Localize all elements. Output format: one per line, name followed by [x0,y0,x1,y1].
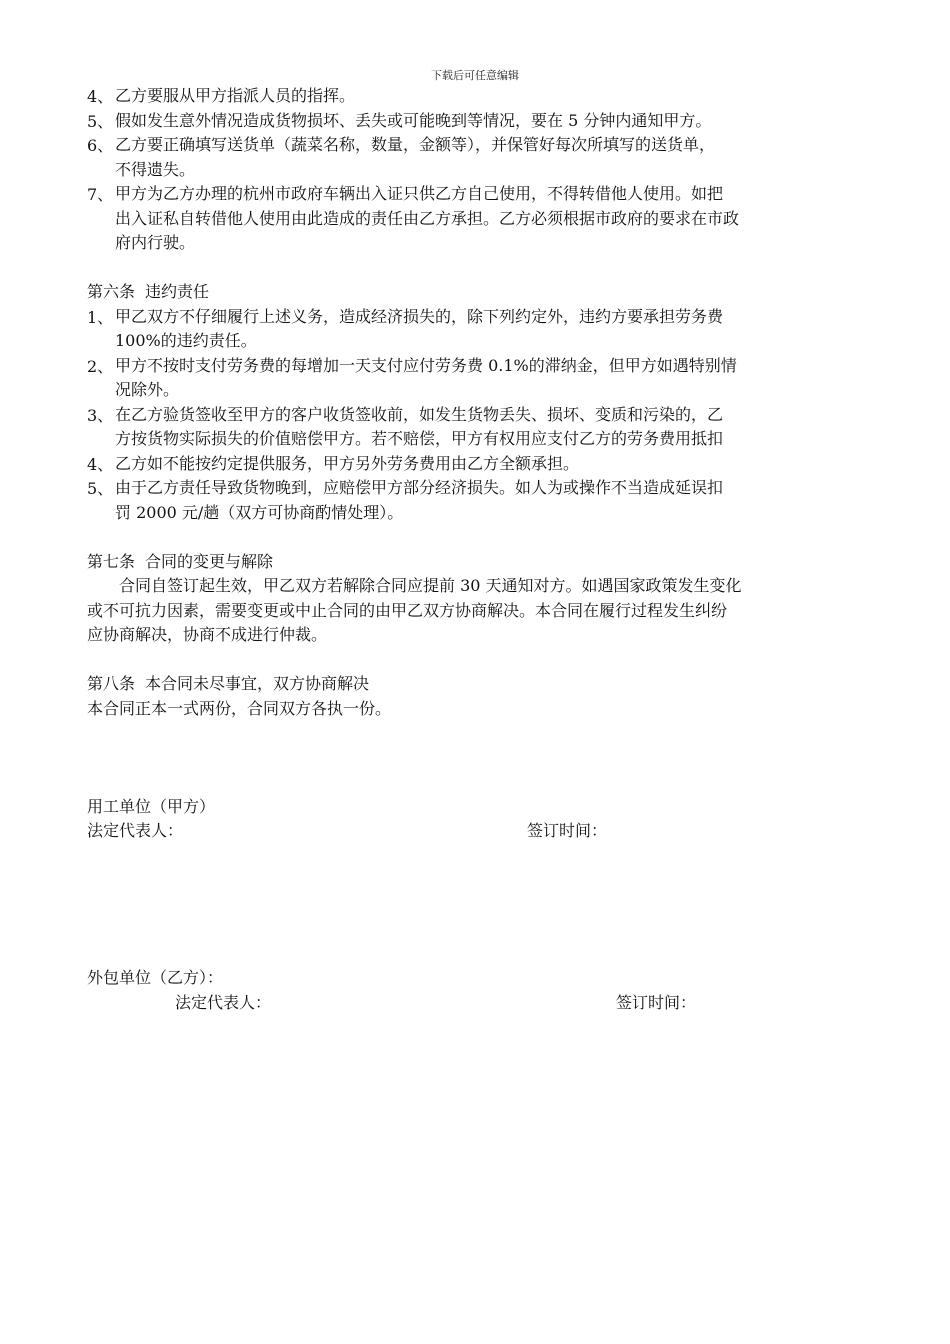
section-heading [87,280,867,305]
spacer [87,256,867,281]
header-note: 下载后可任意编辑 [431,69,519,82]
party-b-rep-label: 法定代表人： [175,992,272,1012]
item-text: 罚 2000 元/趟（双方可协商酌情处理）。 [115,502,404,522]
section-title: 合同的变更与解除 [145,551,274,571]
party-b-sign-row [87,991,867,1016]
spacer [87,942,867,967]
item-number: 7、 [87,185,114,204]
item-text: 甲乙双方不仔细履行上述义务，造成经济损失的，除下列约定外，违约方要承担劳务费 [115,306,724,326]
party-a-rep-label: 法定代表人： [87,821,184,840]
section-heading [87,550,867,575]
spacer [87,721,867,746]
item-number: 1、 [87,307,114,327]
spacer [87,746,867,771]
item-number: 4、 [87,454,114,474]
list-item [87,182,867,256]
item-text: 100%的违约责任。 [115,331,257,350]
list-item [87,452,867,477]
item-text: 况除外。 [115,380,180,399]
item-text: 出入证私自转借他人使用由此造成的责任由乙方承担。乙方必须根据市政府的要求在市政 [115,208,740,228]
item-text: 甲方不按时支付劳务费的每增加一天支付应付劳务费 0.1%的滞纳金，但甲方如遇特别情 [115,355,737,375]
item-text: 乙方如不能按约定提供服务，甲方另外劳务费用由乙方全额承担。 [115,453,580,473]
item-text: 假如发生意外情况造成货物损坏、丢失或可能晚到等情况，要在 5 分钟内通知甲方。 [115,110,712,130]
item-number: 6、 [87,136,114,155]
item-text: 由于乙方责任导致货物晚到，应赔偿甲方部分经济损失。如人为或操作不当造成延误扣 [115,478,724,497]
contract-body [87,84,867,1015]
item-number: 3、 [87,405,114,425]
section-heading [87,672,867,697]
spacer [87,893,867,918]
spacer [87,648,867,673]
item-number: 5、 [87,479,114,498]
item-text: 在乙方验货签收至甲方的客户收货签收前，如发生货物丢失、损坏、变质和污染的，乙 [115,404,724,424]
party-a-sign-row [87,819,867,844]
party-a-unit: 用工单位（甲方） [87,796,216,816]
item-text: 不得遗失。 [115,159,196,179]
item-text: 方按货物实际损失的价值赔偿甲方。若不赔偿，甲方有权用应支付乙方的劳务费用抵扣 [115,429,724,448]
item-text: 乙方要服从甲方指派人员的指挥。 [115,86,356,105]
list-item [87,133,867,182]
item-number: 5、 [87,111,114,131]
paragraph-line: 合同自签订起生效，甲乙双方若解除合同应提前 30 天通知对方。如遇国家政策发生变化 [119,576,742,595]
paragraph-line: 应协商解决，协商不成进行仲裁。 [87,625,328,644]
spacer [87,917,867,942]
item-number: 4、 [87,87,114,106]
list-item [87,354,867,403]
party-a-date-label: 签订时间： [527,821,608,840]
section-title: 违约责任 [145,282,210,301]
paragraph-line: 本合同正本一式两份，合同双方各执一份。 [87,698,392,718]
party-b-unit: 外包单位（乙方）： [87,968,224,987]
list-item [87,403,867,452]
item-text: 府内行驶。 [115,233,196,252]
list-item [87,84,867,109]
list-item [87,305,867,354]
spacer [87,868,867,893]
paragraph-line: 或不可抗力因素，需要变更或中止合同的由甲乙双方协商解决。本合同在履行过程发生纠纷 [87,600,728,620]
spacer [87,770,867,795]
item-text: 乙方要正确填写送货单（蔬菜名称，数量，金额等），并保管好每次所填写的送货单， [115,135,716,154]
spacer [87,525,867,550]
item-number: 2、 [87,356,114,376]
section-label: 第七条 [87,551,136,571]
spacer [87,844,867,869]
party-b-date-label: 签订时间： [616,992,697,1012]
list-item [87,109,867,134]
list-item [87,476,867,525]
section-label: 第六条 [87,282,136,301]
section-title: 本合同未尽事宜，双方协商解决 [145,674,370,693]
item-text: 甲方为乙方办理的杭州市政府车辆出入证只供乙方自己使用，不得转借他人使用。如把 [115,184,724,203]
section-label: 第八条 [87,674,136,693]
